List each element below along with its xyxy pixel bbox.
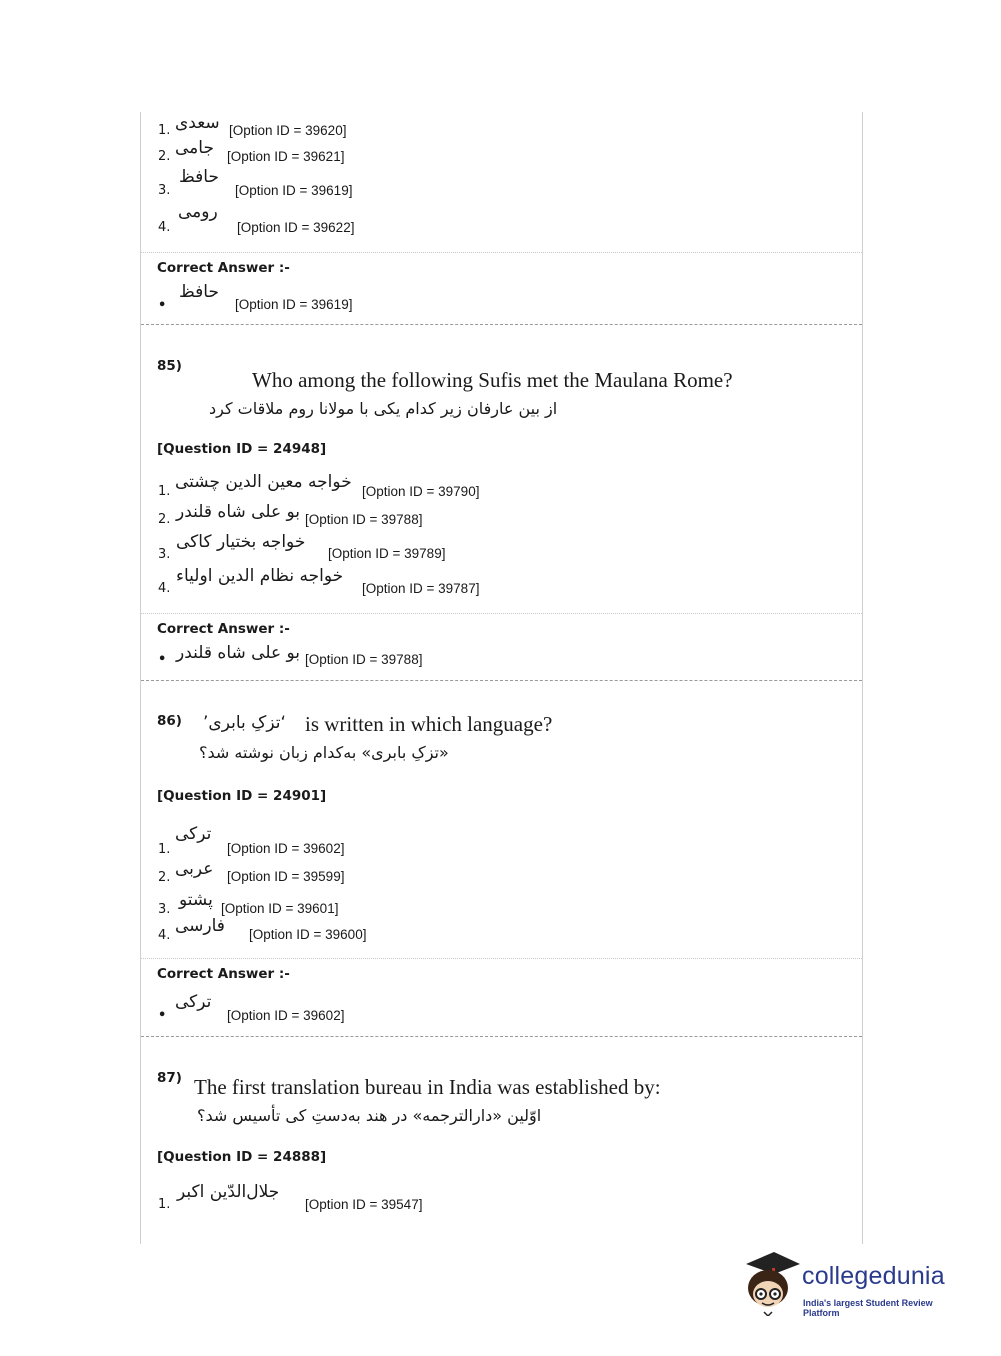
option-urdu-text: سعدی — [175, 113, 220, 133]
option-id: [Option ID = 39788] — [305, 512, 423, 527]
option-id: [Option ID = 39599] — [227, 869, 345, 884]
correct-answer-label: Correct Answer :- — [157, 260, 290, 276]
question-separator — [141, 1036, 862, 1037]
option-urdu-text: ترکی — [175, 824, 212, 844]
question-id: [Question ID = 24888] — [157, 1149, 327, 1165]
option-urdu-text: پشتو — [179, 890, 213, 910]
option-number: 2. — [158, 149, 171, 164]
option-number: 1. — [158, 1197, 171, 1212]
mascot-icon — [740, 1250, 802, 1316]
option-number: 4. — [158, 581, 171, 596]
option-urdu-text: فارسی — [175, 916, 225, 936]
option-id: [Option ID = 39620] — [229, 123, 347, 138]
correct-answer-option-id: [Option ID = 39602] — [227, 1008, 345, 1023]
answer-bullet: • — [158, 298, 167, 313]
option-urdu-text: خواجه بختیار کاکی — [176, 532, 306, 552]
question-title-quote: ‘تزکِ بابری’ — [203, 713, 286, 733]
collegedunia-logo — [740, 1250, 970, 1320]
option-number: 1. — [158, 484, 171, 499]
option-id: [Option ID = 39602] — [227, 841, 345, 856]
option-number: 2. — [158, 512, 171, 527]
correct-answer-label: Correct Answer :- — [157, 966, 290, 982]
option-urdu-text: خواجه نظام الدین اولیاء — [176, 566, 344, 586]
divider — [141, 252, 862, 253]
question-english-text: is written in which language? — [305, 712, 553, 736]
question-number: 85) — [157, 358, 182, 374]
logo-tagline: India's largest Student Review Platform — [803, 1298, 933, 1318]
option-number: 2. — [158, 870, 171, 885]
question-separator — [141, 324, 862, 325]
option-id: [Option ID = 39621] — [227, 149, 345, 164]
question-urdu-text: «تزکِ بابری» به‌کدام زبان نوشته شد؟ — [199, 743, 449, 762]
option-id: [Option ID = 39619] — [235, 183, 353, 198]
option-id: [Option ID = 39790] — [362, 484, 480, 499]
option-id: [Option ID = 39789] — [328, 546, 446, 561]
logo-name: collegedunia — [802, 1262, 945, 1290]
question-separator — [141, 680, 862, 681]
option-urdu-text: جامی — [175, 138, 214, 158]
question-paper-page — [140, 112, 863, 1244]
question-urdu-text: اوّلین «دارالترجمه» در هند به‌دستِ کی تأسیس شد؟ — [197, 1106, 542, 1125]
option-id: [Option ID = 39547] — [305, 1197, 423, 1212]
option-urdu-text: حافظ — [179, 167, 219, 187]
option-number: 3. — [158, 902, 171, 917]
option-number: 1. — [158, 842, 171, 857]
question-number: 86) — [157, 713, 182, 729]
question-id: [Question ID = 24948] — [157, 441, 327, 457]
option-urdu-text: خواجه معین الدین چشتی — [175, 472, 352, 492]
option-urdu-text: رومی — [178, 202, 218, 222]
option-number: 4. — [158, 220, 171, 235]
divider — [141, 613, 862, 614]
question-number: 87) — [157, 1070, 182, 1086]
correct-answer-urdu: ترکی — [175, 992, 212, 1012]
question-english-text: Who among the following Sufis met the Maulana Rome? — [252, 368, 733, 392]
option-id: [Option ID = 39600] — [249, 927, 367, 942]
option-number: 3. — [158, 547, 171, 562]
option-number: 3. — [158, 183, 171, 198]
correct-answer-urdu: حافظ — [179, 282, 219, 302]
question-english-text: The first translation bureau in India was established by: — [194, 1075, 661, 1099]
correct-answer-label: Correct Answer :- — [157, 621, 290, 637]
option-urdu-text: جلال‌الدّین اکبر — [177, 1182, 280, 1202]
question-id: [Question ID = 24901] — [157, 788, 327, 804]
correct-answer-urdu: بو علی شاه قلندر — [176, 643, 301, 663]
question-urdu-text: از بین عارفان زیر کدام یکی با مولانا روم ملاقات کرد — [209, 399, 558, 418]
option-number: 4. — [158, 928, 171, 943]
option-urdu-text: عربی — [175, 859, 214, 879]
answer-bullet: • — [158, 1008, 167, 1023]
answer-bullet: • — [158, 652, 167, 667]
option-number: 1. — [158, 123, 171, 138]
option-id: [Option ID = 39787] — [362, 581, 480, 596]
option-id: [Option ID = 39601] — [221, 901, 339, 916]
divider — [141, 958, 862, 959]
option-id: [Option ID = 39622] — [237, 220, 355, 235]
option-urdu-text: بو علی شاه قلندر — [176, 502, 301, 522]
correct-answer-option-id: [Option ID = 39788] — [305, 652, 423, 667]
correct-answer-option-id: [Option ID = 39619] — [235, 297, 353, 312]
